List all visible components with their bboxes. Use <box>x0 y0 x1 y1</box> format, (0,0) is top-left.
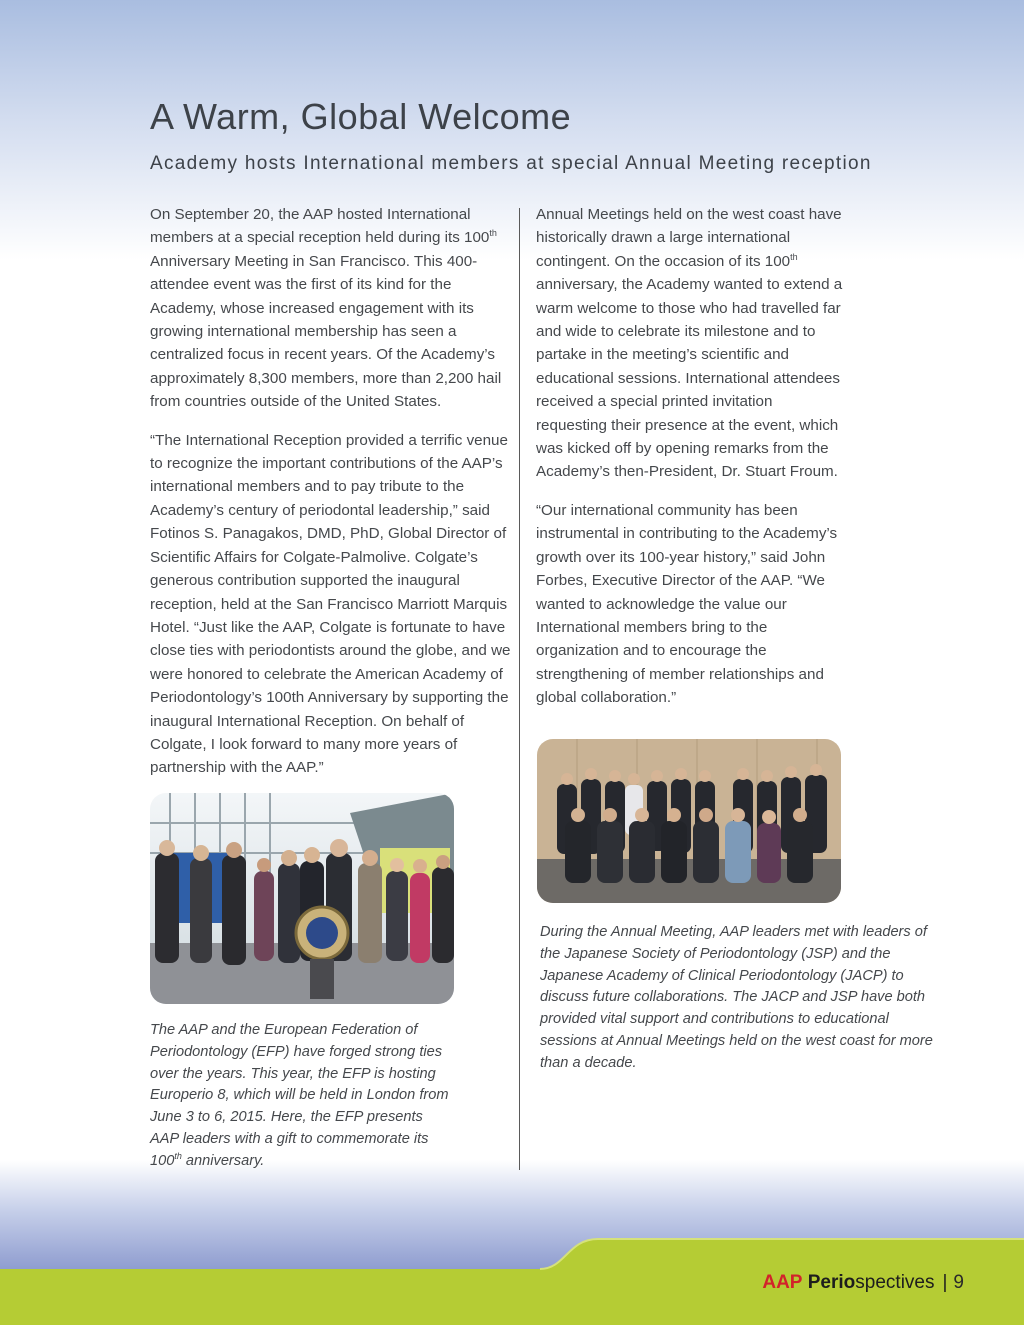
page-subtitle: Academy hosts International members at special Annual Meeting reception <box>150 153 872 174</box>
brand-spectives: spectives <box>855 1272 935 1293</box>
brand-aap: AAP <box>762 1272 803 1293</box>
caption1-text-a: The AAP and the European Federation of Periodontology (EFP) have forged strong ties over the years. This year, the EFP is hosting Europerio 8, which will be held in London from June 3 to 6, 2015. Here, the EFP presents AAP leaders with a gift to commemorate its 100 <box>150 1022 449 1169</box>
brand-perio: Perio <box>807 1272 856 1293</box>
right-paragraph-2: “Our international community has been instrumental in contributing to the Academy’s growth over its 100-year history,” said John Forbes, Executive Director of the AAP. “We wanted to acknowledge the value our International members bring to the organization and to encourage the strengthening of member relationships and global collaboration.” <box>536 501 838 707</box>
jsp-jacp-group-photo <box>537 739 841 903</box>
caption1-sup: th <box>174 1150 182 1161</box>
photo-caption-efp <box>150 1020 455 1173</box>
left-column <box>150 203 512 795</box>
page-number: 9 <box>953 1272 964 1293</box>
right-paragraph-1 <box>536 203 846 484</box>
column-divider <box>519 208 520 1170</box>
left-paragraph-2: “The International Reception provided a terrific venue to recognize the important contributions of the AAP’s international members and to pay tribute to the Academy’s century of periodontal leadership,” said Fotinos S. Panagakos, DMD, PhD, Global Director of Scientific Affairs for Colgate-Palmolive. Colgate’s generous contribution supported the inaugural reception, held at the San Francisco Marriott Marquis Hotel. “Just like the AAP, Colgate is fortunate to have close ties with periodontists around the globe, and we were honored to celebrate the American Academy of Periodontology’s 100th Anniversary by supporting the inaugural International Reception. On behalf of Colgate, I look forward to many more years of partnership with the AAP.” <box>150 431 511 777</box>
left-p1-text-a: On September 20, the AAP hosted International members at a special reception held during its 100 <box>150 206 490 247</box>
left-p1-sup: th <box>489 228 497 239</box>
right-p1-text-b: anniversary, the Academy wanted to extend a warm welcome to those who had travelled far and wide to celebrate its milestone and to partake in the meeting’s scientific and educational sessions. International attendees received a special printed invitation requesting their presence at the event, which was kicked off by opening remarks from the Academy’s then-President, Dr. Stuart Froum. <box>536 276 843 481</box>
footer-branding <box>762 1272 964 1294</box>
footer-separator: | <box>942 1272 948 1293</box>
left-p1-text-b: Anniversary Meeting in San Francisco. This 400-attendee event was the first of its kind for the Academy, whose increased engagement with its growing international membership has seen a centralized focus in recent years. Of the Academy’s approximately 8,300 members, more than 2,200 hail from countries outside of the United States. <box>150 252 502 411</box>
caption1-text-b: anniversary. <box>181 1152 265 1169</box>
right-p1-text-a: Annual Meetings held on the west coast have historically drawn a large international contingent. On the occasion of its 100 <box>536 206 842 270</box>
right-p1-sup: th <box>790 251 798 262</box>
photo-caption-jsp-jacp: During the Annual Meeting, AAP leaders met with leaders of the Japanese Society of Periodontology (JSP) and the Japanese Academy of Clinical Periodontology (JACP) to discuss future collaborations. The JACP and JSP have both provided vital support and contributions to educational sessions at Annual Meetings held on the west coast for more than a decade. <box>540 924 933 1071</box>
right-column <box>536 203 846 725</box>
page-title: A Warm, Global Welcome <box>150 96 572 137</box>
efp-group-photo <box>150 793 454 1004</box>
left-paragraph-1 <box>150 203 512 414</box>
